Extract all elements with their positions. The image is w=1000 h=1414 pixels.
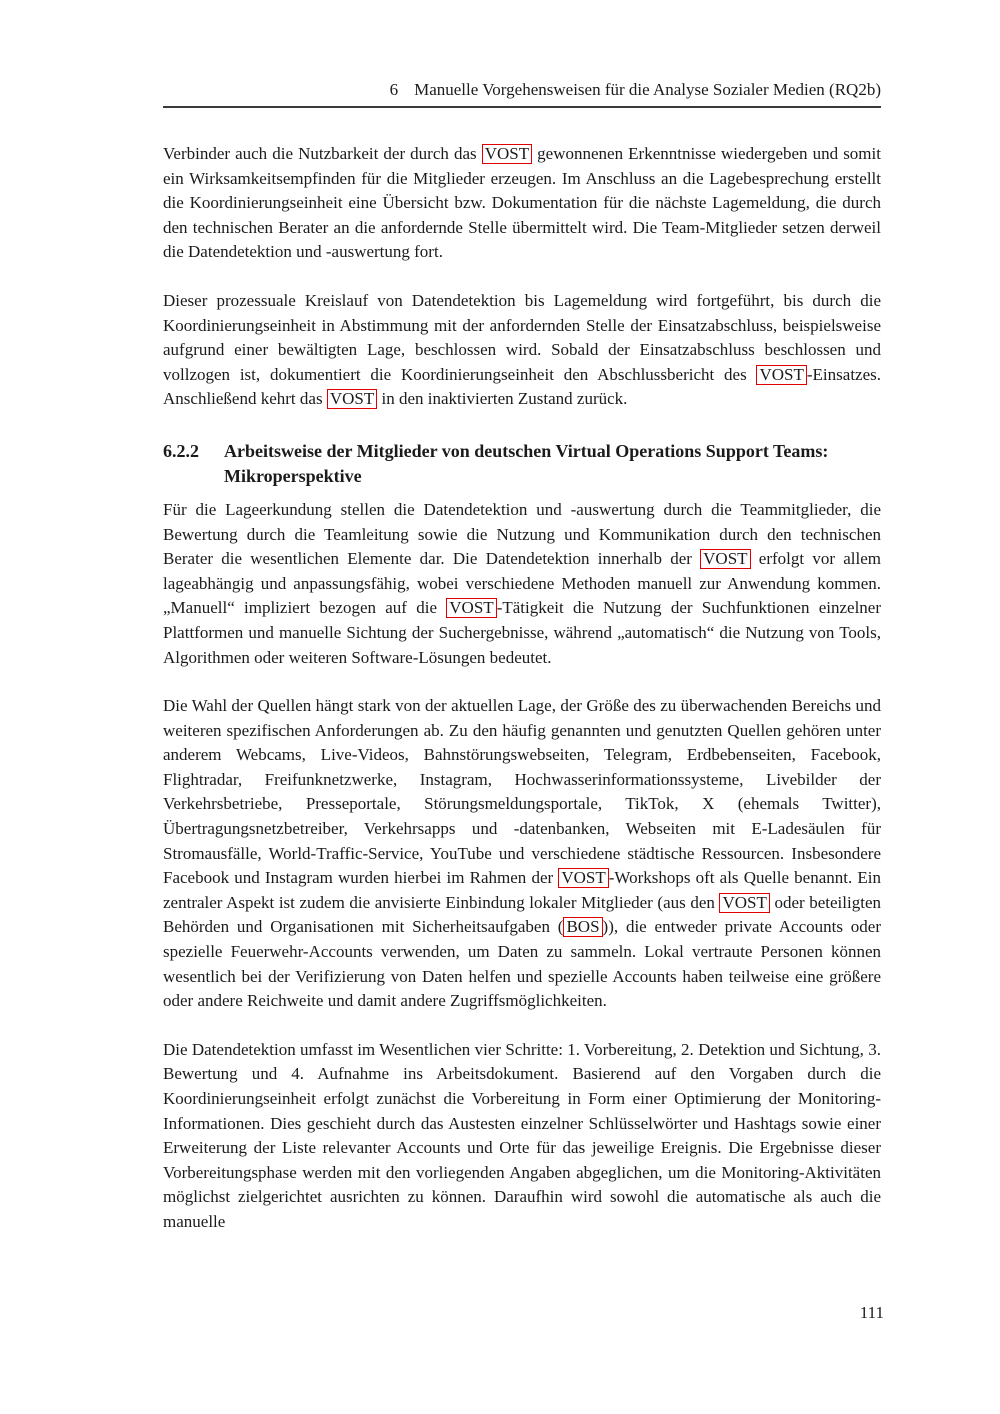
paragraph: Für die Lageerkundung stellen die Datendetektion und -auswertung durch die Teammitglieder, die Bewertung durch die Teamleitung sowie die Nutzung und Kommunikation durch den technischen Berater die wesentlichen Elemente dar. Die Datendetektion innerhalb der VOST erfolgt vor allem lageabhängig und anpassungsfähig, wobei verschiedene Methoden manuell zur Anwendung kommen. „Manuell“ impliziert bezogen auf die VOST -Tätigkeit die Nutzung der Suchfunktionen einzelner Plattformen und manuelle Sichtung der Suchergebnisse, während „automatisch“ die Nutzung von Tools, Algorithmen oder weiteren Software-Lösungen bedeutet. (163, 499, 881, 667)
running-header-chapter-number: 6 (389, 80, 399, 99)
acronym-link-bos[interactable]: BOS (563, 917, 602, 937)
acronym-link-vost[interactable]: VOST (719, 893, 769, 913)
acronym-link-vost[interactable]: VOST (482, 144, 532, 164)
header-rule (163, 106, 881, 108)
acronym-link-vost[interactable]: VOST (327, 389, 377, 409)
paragraph: Die Datendetektion umfasst im Wesentlichen vier Schritte: 1. Vorbereitung, 2. Detektion und Sichtung, 3. Bewertung und 4. Aufnahme ins Arbeitsdokument. Basierend auf den Vorgaben durch die Koordinierungseinheit erfolgt zunächst die Vorbereitung in Form einer Optimierung der Monitoring-Informationen. Dies geschieht durch das Austesten einzelner Schlüsselwörter und Hashtags sowie einer Erweiterung der Liste relevanter Accounts und Orte für das jeweilige Ereignis. Die Ergebnisse dieser Vorbereitungsphase werden mit den vorliegenden Angaben abgeglichen, um die Monitoring-Aktivitäten möglichst zielgerichtet ausrichten zu können. Daraufhin wird sowohl die automatische als auch die manuelle (163, 1039, 881, 1231)
acronym-link-vost[interactable]: VOST (558, 868, 608, 888)
acronym-link-vost[interactable]: VOST (700, 549, 750, 569)
section-heading-title: Arbeitsweise der Mitglieder von deutschen Virtual Operations Support Teams: Mikroperspektive (224, 440, 829, 486)
acronym-link-vost[interactable]: VOST (446, 598, 496, 618)
page-number: 111 (859, 1303, 884, 1322)
paragraph: Verbinder auch die Nutzbarkeit der durch das VOST gewonnenen Erkenntnisse wiedergeben und somit ein Wirksamkeitsempfinden für die Mitglieder erzeugen. Im Anschluss an die Lagebesprechung erstellt die Koordinierungseinheit eine Übersicht bzw. Dokumentation für die nächste Lagemeldung, die durch den technischen Berater an die anfordernde Stelle übermittelt wird. Die Team-Mitglieder setzen derweil die Datendetektion und -auswertung fort. (163, 144, 881, 262)
page-content (163, 80, 881, 1235)
document-body (163, 142, 881, 1235)
paragraph: Die Wahl der Quellen hängt stark von der aktuellen Lage, der Größe des zu überwachenden Bereichs und weiteren spezifischen Anforderungen ab. Zu den häufig genannten und genutzten Quellen gehören unter anderem Webcams, Live-Videos, Bahnstörungswebseiten, Telegram, Erdbebenseiten, Facebook, Flightradar, Freifunknetzwerke, Instagram, Hochwasserinformationssysteme, Livebilder der Verkehrsbetriebe, Presseportale, Störungsmeldungsportale, TikTok, X (ehemals Twitter), Übertragungsnetzbetreiber, Verkehrsapps und -datenbanken, Webseiten mit E-Ladesäulen für Stromausfälle, World-Traffic-Service, YouTube und verschiedene städtische Ressourcen. Insbesondere Facebook und Instagram wurden hierbei im Rahmen der VOST -Workshops oft als Quelle benannt. Ein zentraler Aspekt ist zudem die anvisierte Einbindung lokaler Mitglieder (aus den VOST oder beteiligten Behörden und Organisationen mit Sicherheitsaufgaben ( BOS )), die entweder private Accounts oder spezielle Feuerwehr-Accounts verwenden, um Daten zu sammeln. Lokal vertraute Personen können wesentlich bei der Verifizierung von Daten helfen und spezielle Accounts haben teilweise eine größere oder andere Reichweite und damit andere Zugriffsmöglichkeiten. (163, 696, 882, 1011)
acronym-link-vost[interactable]: VOST (756, 365, 806, 385)
running-header-chapter-title: Manuelle Vorgehensweisen für die Analyse Sozialer Medien (RQ2b) (414, 80, 881, 99)
section-heading (163, 439, 881, 489)
paragraph: Dieser prozessuale Kreislauf von Datendetektion bis Lagemeldung wird fortgeführt, bis durch die Koordinierungseinheit in Abstimmung mit der anfordernden Stelle der Einsatzabschluss, beispielsweise aufgrund einer bewältigten Lage, beschlossen wird. Sobald der Einsatzabschluss beschlossen und vollzogen ist, dokumentiert die Koordinierungseinheit den Abschlussbericht des VOST -Einsatzes. Anschließend kehrt das VOST in den inaktivierten Zustand zurück. (163, 290, 881, 409)
running-header (163, 80, 881, 100)
section-heading-number: 6.2.2 (163, 440, 199, 461)
